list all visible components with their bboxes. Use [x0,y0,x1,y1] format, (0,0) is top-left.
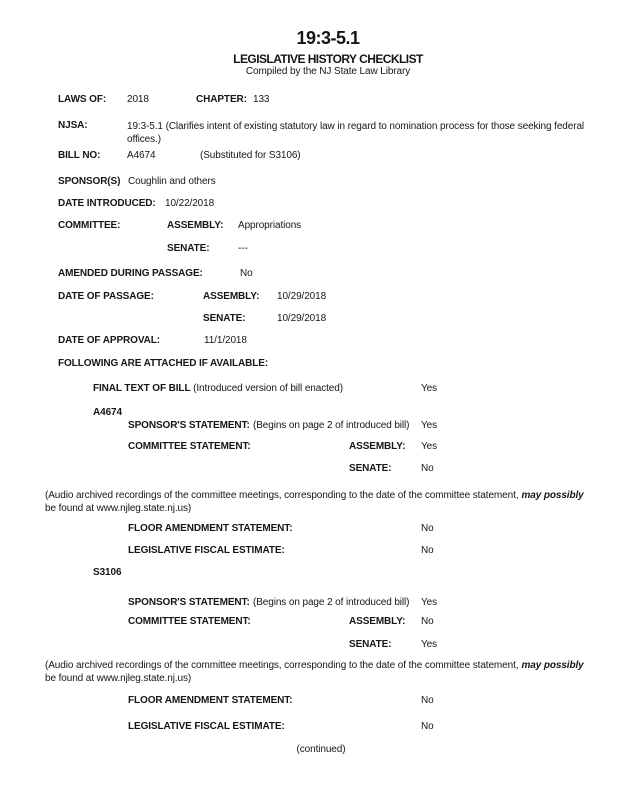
committee-statement-assembly-label: ASSEMBLY: [349,441,406,452]
committee-statement-assembly-value: Yes [421,441,438,452]
following-label: FOLLOWING ARE ATTACHED IF AVAILABLE: [58,358,269,369]
passage-senate-label: SENATE: [203,313,246,324]
njsa-value-line1: 19:3-5.1 (Clarifies intent of existing statutory law in regard to nomination process for those seeking federal [127,121,585,132]
audio-note [45,659,584,685]
floor-amendment-label: FLOOR AMENDMENT STATEMENT: [128,523,293,534]
passage-assembly-value: 10/29/2018 [277,291,327,302]
audio-note [45,489,584,515]
audio-note-emphasis: may possibly [521,490,584,501]
bill-heading-a4674 [0,407,618,420]
final-text-row [0,383,618,396]
date-introduced-value: 10/22/2018 [165,198,215,209]
floor-amendment-label: FLOOR AMENDMENT STATEMENT: [128,695,293,706]
njsa-row [0,120,618,145]
date-of-approval-value: 11/1/2018 [204,335,247,346]
committee-statement-senate-value: No [421,463,434,474]
s3106-sponsors-statement-row [0,597,618,610]
laws-of-value: 2018 [127,94,149,105]
s3106-fiscal-estimate-row [0,721,618,734]
amended-row [0,268,618,281]
bill-no-row [0,150,618,163]
bill-no-note: (Substituted for S3106) [200,150,301,161]
sponsors-statement-note: (Begins on page 2 of introduced bill) [253,597,410,608]
bill-no-label: BILL NO: [58,150,101,161]
committee-label: COMMITTEE: [58,220,121,231]
floor-amendment-value: No [421,523,434,534]
sponsors-statement-value: Yes [421,597,438,608]
njsa-label: NJSA: [58,120,88,131]
amended-value: No [240,268,253,279]
date-introduced-row [0,198,618,211]
passage-senate-row [0,313,618,326]
s3106-committee-statement-senate-row [0,639,618,652]
committee-senate-row [0,243,618,256]
committee-statement-label: COMMITTEE STATEMENT: [128,616,251,627]
approval-row [0,335,618,348]
sponsors-value: Coughlin and others [128,176,216,187]
sponsors-statement-label: SPONSOR'S STATEMENT: [128,420,250,431]
audio-note-line1: (Audio archived recordings of the committee meetings, corresponding to the date of the committee statement, [45,490,519,501]
sponsors-statement-value: Yes [421,420,438,431]
compiled-by-line: Compiled by the NJ State Law Library [245,66,411,77]
committee-assembly-value: Appropriations [238,220,302,231]
committee-statement-senate-value: Yes [421,639,438,650]
final-text-label-group [93,383,343,394]
s3106-committee-statement-assembly-row [0,616,618,629]
bill-heading-s3106 [0,567,618,580]
bill-no-value: A4674 [127,150,156,161]
a4674-fiscal-estimate-row [0,545,618,558]
amended-label: AMENDED DURING PASSAGE: [58,268,203,279]
date-of-passage-label: DATE OF PASSAGE: [58,291,154,302]
passage-senate-value: 10/29/2018 [277,313,327,324]
final-text-value: Yes [421,383,438,394]
njsa-value [127,120,584,146]
chapter-label: CHAPTER: [196,94,247,105]
audio-note-emphasis: may possibly [521,660,584,671]
njsa-value-line2: offices.) [127,134,161,145]
floor-amendment-value: No [421,695,434,706]
following-row [0,358,618,371]
continued-note: (continued) [296,744,346,755]
committee-statement-label: COMMITTEE STATEMENT: [128,441,251,452]
sponsors-statement-label: SPONSOR'S STATEMENT: [128,597,250,608]
sponsors-statement-note: (Begins on page 2 of introduced bill) [253,420,410,431]
committee-statement-senate-label: SENATE: [349,463,392,474]
a4674-committee-statement-senate-row [0,463,618,476]
committee-statement-senate-label: SENATE: [349,639,392,650]
date-of-approval-label: DATE OF APPROVAL: [58,335,161,346]
laws-of-label: LAWS OF: [58,94,107,105]
passage-assembly-label: ASSEMBLY: [203,291,260,302]
chapter-value: 133 [253,94,270,105]
page-title: LEGISLATIVE HISTORY CHECKLIST [233,52,423,66]
fiscal-estimate-value: No [421,545,434,556]
statute-number: 19:3-5.1 [296,28,360,48]
audio-note-line1: (Audio archived recordings of the committee meetings, corresponding to the date of the committee statement, [45,660,519,671]
bill-number: A4674 [93,407,122,418]
a4674-floor-amendment-row [0,523,618,536]
final-text-note: (Introduced version of bill enacted) [193,383,343,394]
s3106-floor-amendment-row [0,695,618,708]
date-introduced-label: DATE INTRODUCED: [58,198,156,209]
audio-note-line2: be found at www.njleg.state.nj.us) [45,503,192,514]
audio-note-line2: be found at www.njleg.state.nj.us) [45,673,192,684]
sponsors-row [0,176,618,189]
committee-assembly-row [0,220,618,233]
fiscal-estimate-label: LEGISLATIVE FISCAL ESTIMATE: [128,721,285,732]
final-text-label: FINAL TEXT OF BILL [93,383,191,394]
sponsors-label: SPONSOR(S) [58,176,121,187]
committee-senate-value: --- [238,243,248,254]
committee-statement-assembly-value: No [421,616,434,627]
bill-number: S3106 [93,567,122,578]
fiscal-estimate-value: No [421,721,434,732]
passage-assembly-row [0,291,618,304]
committee-senate-label: SENATE: [167,243,210,254]
a4674-sponsors-statement-row [0,420,618,433]
committee-assembly-label: ASSEMBLY: [167,220,224,231]
committee-statement-assembly-label: ASSEMBLY: [349,616,406,627]
fiscal-estimate-label: LEGISLATIVE FISCAL ESTIMATE: [128,545,285,556]
a4674-committee-statement-assembly-row [0,441,618,454]
laws-of-row [0,94,618,107]
